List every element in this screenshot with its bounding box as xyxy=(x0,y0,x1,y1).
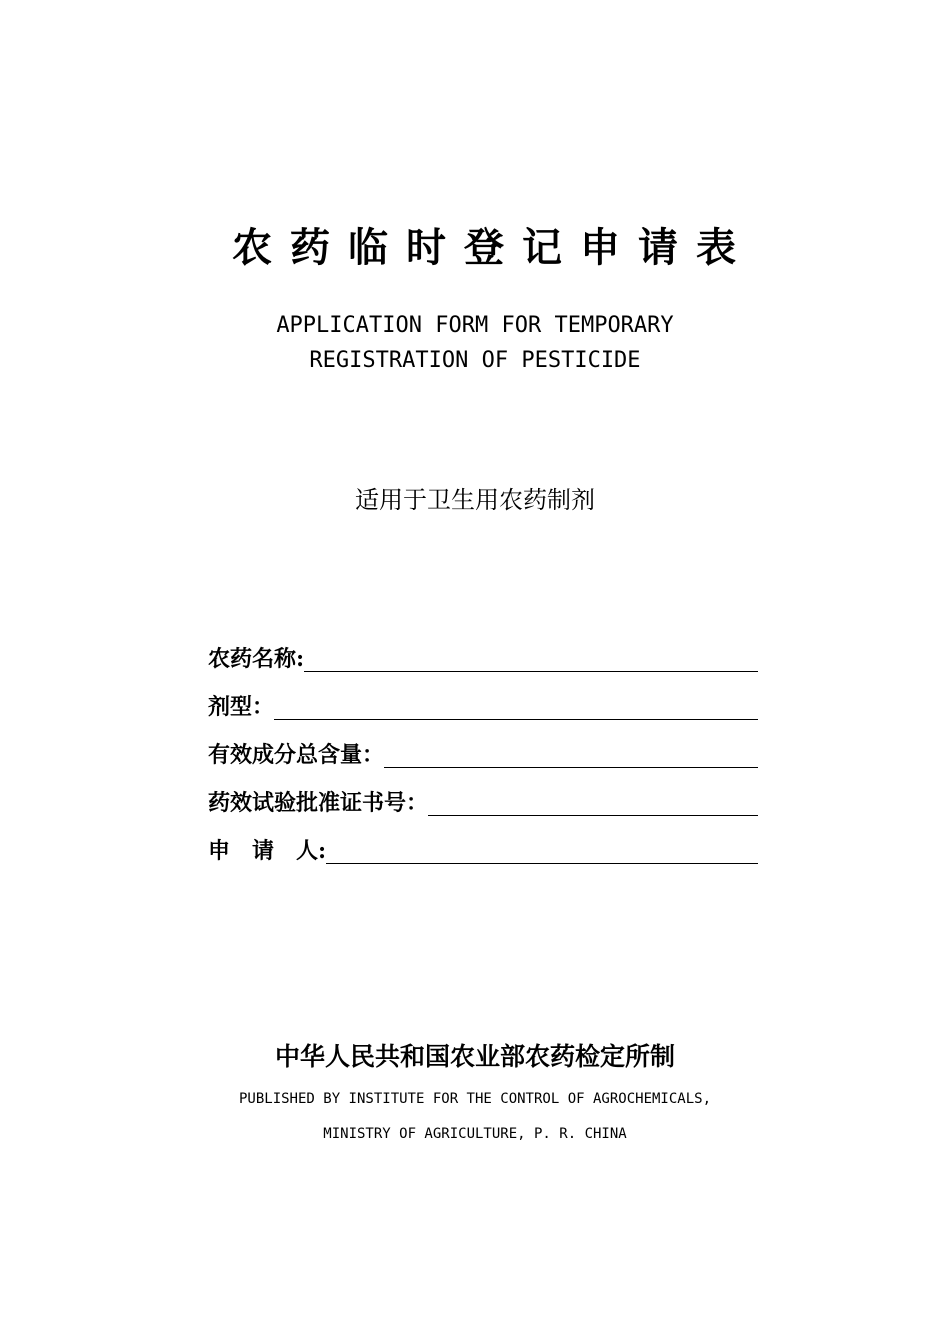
publisher-english-line-2: MINISTRY OF AGRICULTURE, P. R. CHINA xyxy=(323,1126,627,1142)
publisher-chinese: 中华人民共和国农业部农药检定所制 xyxy=(274,1042,675,1071)
field-label: 申 请 人: xyxy=(208,838,327,864)
field-efficacy-trial-certificate-number xyxy=(208,784,758,818)
field-applicant xyxy=(208,832,758,866)
field-label: 药效试验批准证书号： xyxy=(208,790,429,816)
form-title-english-line-2: REGISTRATION OF PESTICIDE xyxy=(309,348,641,373)
field-pesticide-name xyxy=(208,640,758,674)
field-formulation xyxy=(208,688,758,722)
pesticide-name-blank[interactable] xyxy=(304,645,758,672)
active-ingredient-content-blank[interactable] xyxy=(384,741,758,768)
form-subtitle: 适用于卫生用农药制剂 xyxy=(355,486,595,514)
form-title-chinese: 农药临时登记申请表 xyxy=(232,224,754,271)
field-active-ingredient-content xyxy=(208,736,758,770)
field-label: 有效成分总含量： xyxy=(208,742,385,768)
applicant-blank[interactable] xyxy=(326,837,758,864)
efficacy-trial-certificate-blank[interactable] xyxy=(428,789,758,816)
field-label: 农药名称: xyxy=(208,646,305,672)
publisher-english-line-1: PUBLISHED BY INSTITUTE FOR THE CONTROL OF AGROCHEMICALS, xyxy=(238,1091,711,1107)
formulation-blank[interactable] xyxy=(274,693,758,720)
field-label: 剂型： xyxy=(208,694,275,720)
form-title-english-line-1: APPLICATION FORM FOR TEMPORARY xyxy=(276,313,674,338)
